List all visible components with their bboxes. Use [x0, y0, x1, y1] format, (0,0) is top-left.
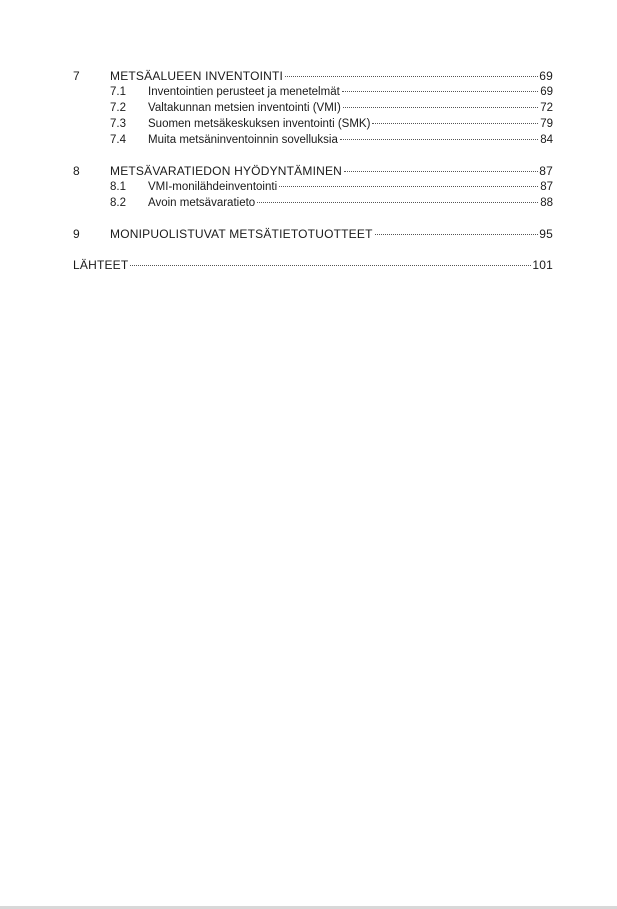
section-title: Suomen metsäkeskuksen inventointi (SMK) [148, 118, 371, 130]
section-title: VMI-monilähdeinventointi [148, 181, 278, 193]
toc-references[interactable] [73, 257, 553, 273]
page-number: 101 [532, 258, 553, 272]
toc-section-7-3[interactable] [73, 116, 553, 132]
chapter-number: 7 [73, 69, 80, 83]
page-number: 87 [540, 181, 553, 193]
page-number: 72 [540, 102, 553, 114]
page-number: 88 [540, 197, 553, 209]
page-number: 84 [540, 134, 553, 146]
dot-leader [343, 107, 538, 108]
dot-leader [279, 186, 538, 187]
toc-section-7-1[interactable] [73, 84, 553, 100]
section-title: Avoin metsävaratieto [148, 197, 256, 209]
references-title: LÄHTEET [73, 258, 129, 272]
dot-leader [375, 234, 538, 235]
page-number: 87 [539, 164, 553, 178]
toc-chapter-9[interactable] [73, 226, 553, 242]
page-number: 79 [540, 118, 553, 130]
section-number: 7.3 [110, 118, 126, 130]
dot-leader [344, 171, 538, 172]
section-number: 7.4 [110, 134, 126, 146]
page-number: 69 [540, 86, 553, 98]
section-title: Muita metsäninventoinnin sovelluksia [148, 134, 338, 146]
chapter-title: MONIPUOLISTUVAT METSÄTIETOTUOTTEET [110, 227, 373, 241]
dot-leader [130, 265, 531, 266]
table-of-contents [73, 68, 553, 273]
page-number: 95 [539, 227, 553, 241]
toc-section-7-2[interactable] [73, 100, 553, 116]
dot-leader [340, 139, 538, 140]
toc-chapter-8[interactable] [73, 163, 553, 179]
chapter-number: 9 [73, 227, 80, 241]
dot-leader [372, 123, 538, 124]
section-number: 7.1 [110, 86, 126, 98]
chapter-number: 8 [73, 164, 80, 178]
section-number: 8.2 [110, 197, 126, 209]
toc-section-7-4[interactable] [73, 132, 553, 148]
section-title: Inventointien perusteet ja menetelmät [148, 86, 340, 98]
chapter-title: METSÄALUEEN INVENTOINTI [110, 69, 284, 83]
dot-leader [285, 76, 538, 77]
section-number: 8.1 [110, 181, 126, 193]
section-title: Valtakunnan metsien inventointi (VMI) [148, 102, 341, 114]
toc-chapter-7[interactable] [73, 68, 553, 84]
dot-leader [257, 202, 538, 203]
page-number: 69 [539, 69, 553, 83]
section-number: 7.2 [110, 102, 126, 114]
toc-section-8-2[interactable] [73, 195, 553, 211]
toc-section-8-1[interactable] [73, 179, 553, 195]
dot-leader [342, 91, 538, 92]
chapter-title: METSÄVARATIEDON HYÖDYNTÄMINEN [110, 164, 343, 178]
